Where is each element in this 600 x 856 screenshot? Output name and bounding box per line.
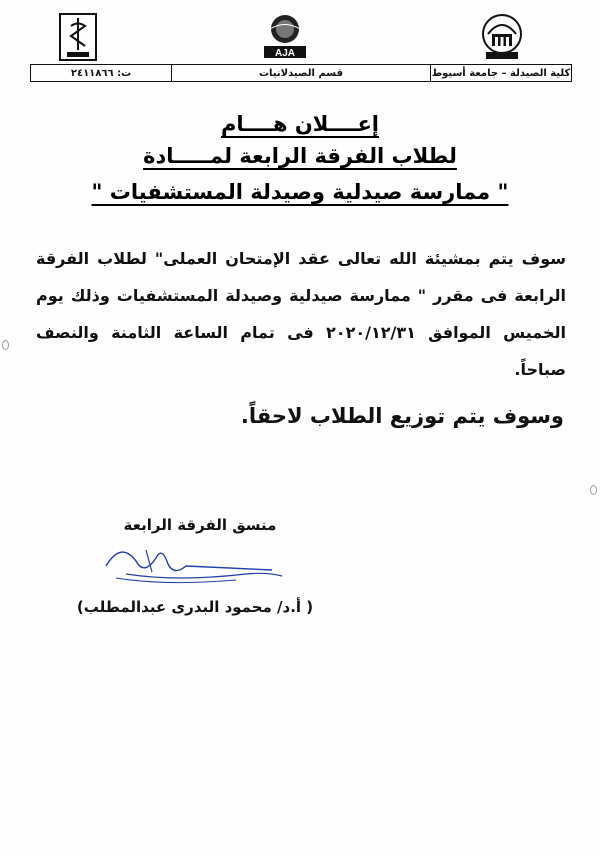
body-paragraph: سوف يتم بمشيئة الله تعالى عقد الإمتحان العملى" لطلاب الفرقة الرابعة فى مقرر " ممارسة صيدلية وصيدلة المستشفيات وذلك يوم الخميس الموافق ٢٠٢٠/١٢/٣١ فى تمام الساعة الثامنة والنصف صباحاً. — [36, 249, 567, 379]
announcement-subtitle: لطلاب الفرقة الرابعة لمـــــادة — [143, 144, 457, 168]
punch-hole — [590, 485, 597, 495]
announcement-body — [36, 240, 566, 388]
distribution-notice: وسوف يتم توزيع الطلاب لاحقاً. — [240, 404, 564, 428]
pharmacy-faculty-logo — [58, 12, 98, 62]
header-info-bar — [30, 64, 572, 82]
signatory-name: ( أ.د/ محمود البدرى عبدالمطلب) — [76, 598, 314, 616]
aja-logo — [262, 12, 308, 62]
aja-logo-text: AJA — [274, 48, 296, 59]
punch-hole — [2, 340, 9, 350]
handwritten-signature — [96, 536, 286, 586]
course-title: " ممارسة صيدلية وصيدلة المستشفيات " — [91, 180, 509, 204]
assiut-university-logo — [478, 12, 526, 60]
department-name: قسم الصيدلانيات — [171, 65, 430, 81]
phone-number: ت: ٢٤١١٨٦٦ — [70, 67, 132, 79]
faculty-name: كلية الصيدلة – جامعة أسيوط — [430, 65, 571, 81]
signature-role: منسق الفرقة الرابعة — [123, 516, 277, 534]
announcement-title: إعــــلان هــــام — [221, 112, 379, 136]
